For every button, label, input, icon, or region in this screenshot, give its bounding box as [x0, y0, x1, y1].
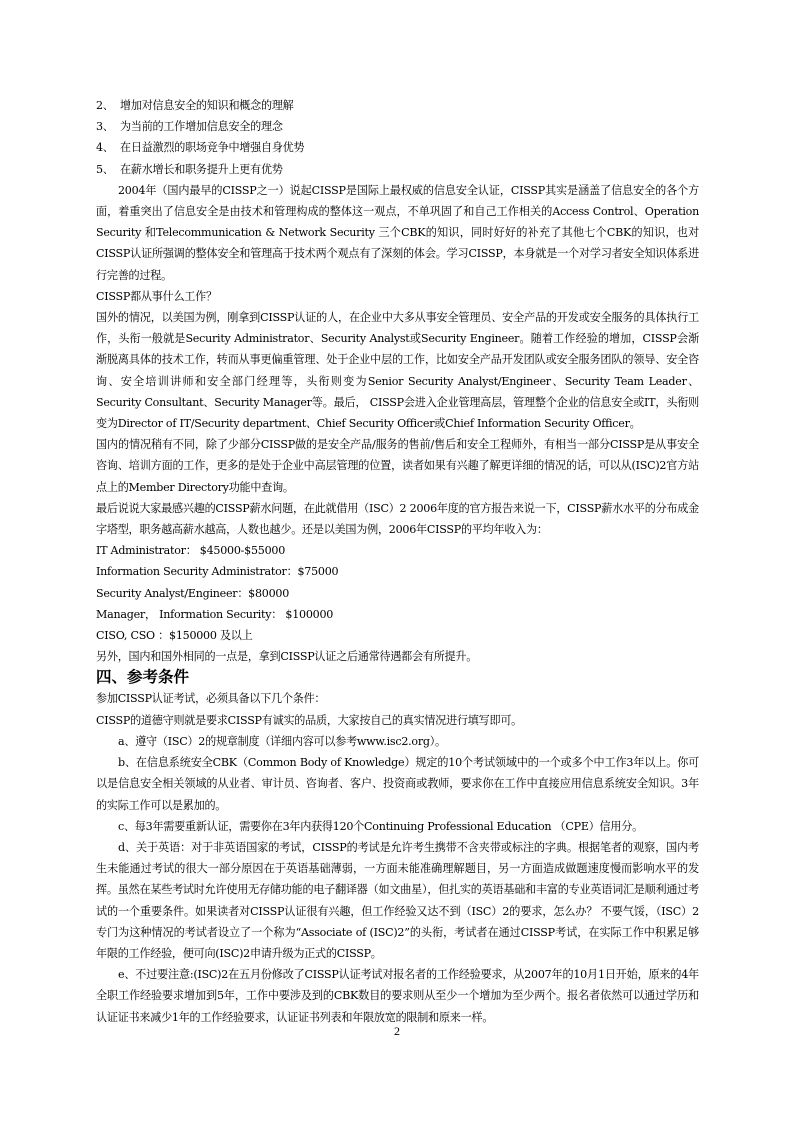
list-text: 为当前的工作增加信息安全的理念	[120, 120, 283, 134]
condition-b: b、在信息系统安全CBK（Common Body of Knowledge）规定的10个考试领域中的一个或多个中工作3年以上。你可以是信息安全相关领域的从业者、审计员、咨询者、客户、投资商或教师，要求你在工作中直接应用信息系统安全知识。3年的实际工作可以是累加的。	[96, 756, 699, 812]
list-text: 增加对信息安全的知识和概念的理解	[120, 99, 294, 112]
list-number: 5、	[96, 162, 114, 176]
salary-line: IT Administrator： $45000-$55000	[96, 544, 286, 558]
list-number: 3、	[96, 120, 114, 134]
conditions-intro: 参加CISSP认证考试，必须具备以下几个条件：	[96, 692, 326, 706]
salary-line: Information Security Administrator：$75000	[96, 565, 339, 579]
foreign-paragraph: 国外的情况，以美国为例，刚拿到CISSP认证的人，在企业中大多从事安全管理员、安全产品的开发或安全服务的具体执行工作，头衔一般就是Security Administrator、Security Analyst或Security Engineer。随着工作经验的增加，CISSP会渐渐脱离具体的技术工作，转而从事更偏重管理、处于企业中层的工作，比如安全产品开发团队或安全服务团队的领导、安全咨询、安全培训讲师和安全部门经理等，头衔则变为Senior Security Analyst/Engineer、Security Team Leader、Security Consultant、Security Manager等。最后， CISSP会进入企业管理高层，管理整个企业的信息安全或IT，头衔则变为Director of IT/Security department、Chief Security Officer或Chief Information Security Officer。	[96, 311, 699, 431]
salary-line: Manager， Information Security： $100000	[96, 607, 334, 621]
ethics-paragraph: CISSP的道德守则就是要求CISSP有诚实的品质，大家按自己的真实情况进行填写即可。	[96, 713, 523, 727]
salary-line: Security Analyst/Engineer：$80000	[96, 586, 290, 600]
condition-d: d、关于英语：对于非英语国家的考试，CISSP的考试是允许考生携带不含夹带或标注的字典。根据笔者的观察，国内考生未能通过考试的很大一部分原因在于英语基础薄弱，一方面未能准确理解题目，另一方面造成做题速度慢而影响水平的发挥。虽然在某些考试时允许使用无存储功能的电子翻译器（如文曲星），但扎实的英语基础和丰富的专业英语词汇是顺利通过考试的一个重要条件。如果读者对CISSP认证很有兴趣，但工作经验又达不到（ISC）2的要求，怎么办？ 不要气馁，（ISC）2专门为这种情况的考试者设立了一个称为“Associate of (ISC)2”的头衔，考试者在通过CISSP考试，在实际工作中积累足够年限的工作经验，便可向(ISC)2申请升级为正式的CISSP。	[96, 840, 699, 960]
condition-e: e、不过要注意:(ISC)2在五月份修改了CISSP认证考试对报名者的工作经验要求，从2007年的10月1日开始，原来的4年全职工作经验要求增加到5年，工作中要涉及到的CBK数目的要求则从至少一个增加为至少两个。报名者依然可以通过学历和认证证书来减少1年的工作经验要求，认证证书列表和年限放宽的限制和原来一样。	[96, 968, 699, 1024]
also-paragraph: 另外，国内和国外相同的一点是，拿到CISSP认证之后通常待遇都会有所提升。	[96, 650, 478, 664]
page-number: 2	[394, 1024, 400, 1038]
condition-c: c、每3年需要重新认证，需要你在3年内获得120个Continuing Professional Education （CPE）信用分。	[118, 819, 643, 833]
condition-a: a、遵守（ISC）2的规章制度（详细内容可以参考www.isc2.org）。	[118, 734, 446, 748]
list-item	[96, 159, 699, 180]
list-text: 在日益激烈的职场竞争中增强自身优势	[120, 141, 305, 155]
salary-paragraph: 最后说说大家最感兴趣的CISSP薪水问题，在此就借用（ISC）2 2006年度的官方报告来说一下，CISSP薪水水平的分布成金字塔型，职务越高薪水越高，人数也越少。还是以美国为例，2006年CISSP的平均年收入为：	[96, 501, 699, 537]
section-heading: 四、参考条件	[96, 668, 190, 687]
list-item	[96, 116, 699, 137]
list-item	[96, 95, 699, 116]
question-heading: CISSP都从事什么工作？	[96, 289, 217, 303]
domestic-paragraph: 国内的情况稍有不同，除了少部分CISSP做的是安全产品/服务的售前/售后和安全工程师外，有相当一部分CISSP是从事安全咨询、培训方面的工作，更多的是处于企业中高层管理的位置，读者如果有兴趣了解更详细的情况的话，可以从(ISC)2官方站点上的Member Directory功能中查询。	[96, 438, 699, 494]
intro-paragraph: 2004年（国内最早的CISSP之一）说起CISSP是国际上最权威的信息安全认证，CISSP其实是涵盖了信息安全的各个方面，着重突出了信息安全是由技术和管理构成的整体这一观点，不单巩固了和自己工作相关的Access Control、Operation Security 和Telecommunication & Network Security 三个CBK的知识，同时好好的补充了其他七个CBK的知识，也对CISSP认证所强调的整体安全和管理高于技术两个观点有了深刻的体会。学习CISSP，本身就是一个对学习者安全知识体系进行完善的过程。	[96, 183, 699, 282]
list-text: 在薪水增长和职务提升上更有优势	[120, 162, 283, 176]
list-item	[96, 137, 699, 158]
list-number: 4、	[96, 141, 114, 155]
salary-line: CISO, CSO ：$150000 及以上	[96, 629, 253, 643]
list-number: 2、	[96, 99, 114, 112]
document-page	[96, 95, 699, 1028]
